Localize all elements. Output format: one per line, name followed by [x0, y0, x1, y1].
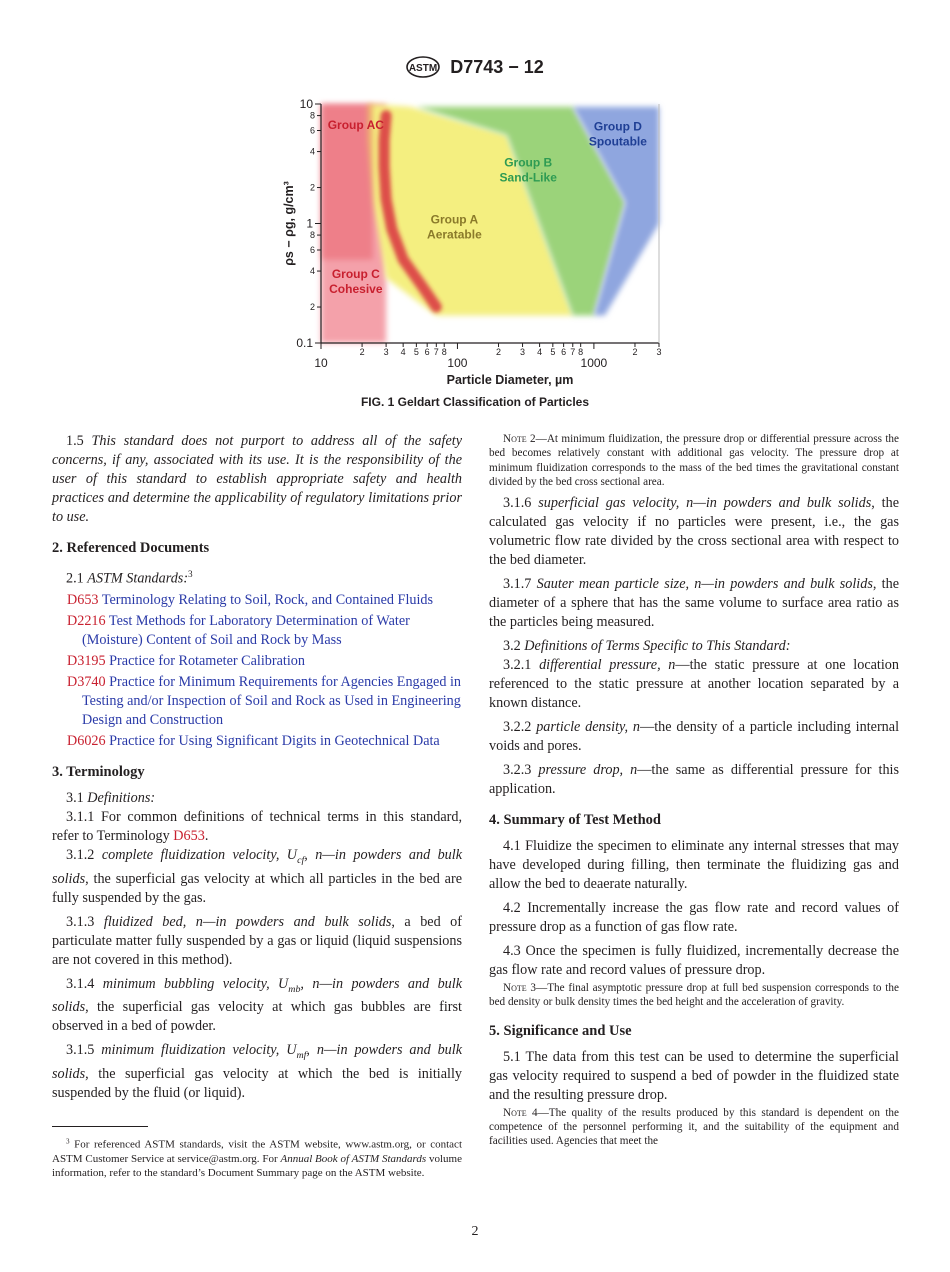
- footnote-3: $^3$ For referenced ASTM standards, visit the ASTM website, www.astm.org, or contact ASTM Customer Service at service@astm.org. For Annual Book of ASTM Standards volume information, refer to the standard’s Document Summary page on the ASTM website.: [52, 1137, 462, 1180]
- reference-item: [52, 732, 462, 751]
- section-3-heading: 3. Terminology: [52, 763, 145, 780]
- ref-link-d653[interactable]: D653: [173, 827, 205, 844]
- x-tick-label: 6: [424, 347, 430, 357]
- region-label-group-b: Sand-Like: [499, 170, 557, 185]
- y-tick-label: 0.1: [296, 336, 313, 350]
- x-tick-label: 10: [314, 356, 328, 370]
- paragraph-4-1: 4.1 Fluidize the specimen to eliminate any internal stresses that may have developed during filling, then terminate the fluidizing gas and allow the bed to deaerate naturally.: [489, 838, 899, 893]
- reference-title-link[interactable]: Practice for Rotameter Calibration: [109, 652, 305, 669]
- geldart-chart: [282, 96, 675, 392]
- reference-code-link[interactable]: D3740: [67, 673, 106, 690]
- paragraph-3-2-2: 3.2.2 particle density, n—the density of a particle including internal voids and pores.: [489, 719, 900, 755]
- reference-title-link[interactable]: Terminology Relating to Soil, Rock, and Contained Fluids: [101, 591, 434, 608]
- paragraph-3-2-3: 3.2.3 pressure drop, n—the same as differential pressure for this application.: [489, 762, 900, 798]
- section-2-heading: 2. Referenced Documents: [52, 540, 210, 556]
- right-column: [489, 432, 899, 1154]
- paragraph-3-2: 3.2 Definitions of Terms Specific to This Standard:: [503, 638, 791, 655]
- paragraph-3-2-1: 3.2.1 differential pressure, n—the static pressure at one location referenced to the static pressure at another location separated by a known distance.: [489, 657, 899, 712]
- region-label-group-a: Aeratable: [427, 227, 482, 242]
- reference-title-link[interactable]: Practice for Minimum Requirements for Agencies Engaged in Testing and/or Inspection of Soil and Rock as Used in Engineering Design and Construction: [82, 673, 462, 728]
- paragraph-4-2: 4.2 Incrementally increase the gas flow rate and record values of pressure drop as a function of gas flow rate.: [489, 900, 899, 936]
- x-tick-label: 7: [433, 347, 439, 357]
- reference-title-link[interactable]: Practice for Using Significant Digits in Geotechnical Data: [109, 732, 440, 749]
- y-tick-label: 8: [309, 230, 315, 241]
- paragraph-3-1-6: 3.1.6 superficial gas velocity, n—in powders and bulk solids, the calculated gas velocity if no particles were present, i.e., the gas volumetric flow rate divided by the cross sectional area with respect to the bed diameter.: [489, 495, 899, 569]
- astm-logo-icon: [406, 56, 440, 78]
- y-tick-label: 6: [309, 125, 315, 136]
- reference-item: [52, 673, 462, 730]
- region-label-group-d: Group D: [593, 119, 642, 134]
- y-tick-label: 8: [309, 110, 315, 121]
- figure-caption: FIG. 1 Geldart Classification of Particles: [360, 395, 590, 409]
- footnote-divider: [52, 1126, 148, 1127]
- y-tick-label: 2: [309, 182, 315, 193]
- paragraph-4-3: 4.3 Once the specimen is fully fluidized, incrementally decrease the gas flow rate and record values of pressure drop.: [489, 943, 899, 979]
- page-header: [0, 56, 950, 78]
- paragraph-3-1-7: 3.1.7 Sauter mean particle size, n—in powders and bulk solids, the diameter of a sphere that has the same volume to surface area ratio as the particles being measured.: [489, 576, 899, 631]
- x-tick-label: 8: [441, 347, 447, 357]
- page-number: 2: [471, 1224, 479, 1239]
- x-tick-label: 5: [550, 347, 556, 357]
- x-tick-label: 2: [496, 347, 502, 357]
- region-label-group-a: Group A: [430, 212, 479, 227]
- reference-code-link[interactable]: D3195: [67, 652, 106, 669]
- section-4-heading: 4. Summary of Test Method: [489, 812, 661, 829]
- reference-title-link[interactable]: Test Methods for Laboratory Determination of Water (Moisture) Content of Soil and Rock by Mass: [82, 612, 410, 648]
- region-label-group-d: Spoutable: [588, 134, 647, 149]
- svg-text:ASTM: ASTM: [409, 63, 438, 74]
- paragraph-3-1-1: 3.1.1 For common definitions of technical terms in this standard, refer to Terminology D653.: [52, 808, 462, 844]
- region-label-group-b: Group B: [504, 155, 553, 170]
- paragraph-3-1-3: 3.1.3 fluidized bed, n—in powders and bulk solids, a bed of particulate matter fully suspended by a gas or liquid (liquid suspensions are not covered in this method).: [52, 913, 462, 968]
- note-3: Note 3—The final asymptotic pressure drop at full bed suspension corresponds to the bed density or bulk density times the bed height and the acceleration of gravity.: [489, 982, 899, 1009]
- region-label-group-c: Group C: [331, 266, 380, 281]
- y-tick-label: 10: [299, 97, 313, 111]
- y-tick-label: 6: [309, 245, 315, 256]
- designation-title: D7743 − 12: [450, 56, 544, 77]
- region-label-group-ac: Group AC: [327, 117, 384, 132]
- reference-item: [52, 591, 462, 610]
- reference-code-link[interactable]: D6026: [67, 732, 106, 749]
- reference-code-link[interactable]: D2216: [67, 612, 106, 629]
- y-tick-label: 4: [309, 266, 315, 277]
- x-tick-label: 1000: [580, 356, 608, 370]
- paragraph-2-1: 2.1 ASTM Standards:$^3$: [66, 569, 193, 587]
- x-tick-label: 3: [656, 347, 662, 357]
- section-5-heading: 5. Significance and Use: [489, 1022, 632, 1039]
- paragraph-3-1: 3.1 Definitions:: [66, 789, 156, 806]
- paragraph-3-1-2: 3.1.2 complete fluidization velocity, $U_{cf}$, n—in powders and bulk solids, the superficial gas velocity at which all particles in the bed are fully suspended by the gas.: [52, 846, 463, 906]
- x-tick-label: 100: [447, 356, 468, 370]
- x-tick-label: 8: [578, 347, 584, 357]
- note-4: Note 4—The quality of the results produced by this standard is dependent on the competence of the personnel performing it, and the suitability of the equipment and facilities used. Agencies that meet the: [489, 1106, 899, 1148]
- x-tick-label: 7: [570, 347, 576, 357]
- x-tick-label: 6: [561, 347, 567, 357]
- left-column: [52, 432, 462, 1108]
- paragraph-3-1-4: 3.1.4 minimum bubbling velocity, $U_{mb}$, n—in powders and bulk solids, the superficial gas velocity at which gas bubbles are first observed in a bed of powder.: [52, 975, 463, 1035]
- x-tick-label: 4: [400, 347, 406, 357]
- x-tick-label: 3: [383, 347, 389, 357]
- x-tick-label: 2: [632, 347, 638, 357]
- x-tick-label: 5: [413, 347, 419, 357]
- paragraph-5-1: 5.1 The data from this test can be used to determine the superficial gas velocity required to suspend a bed of powder in the fluidized state and the resulting pressure drop.: [489, 1048, 899, 1103]
- x-axis-label: Particle Diameter, µm: [446, 373, 574, 387]
- y-tick-label: 1: [306, 216, 313, 231]
- x-tick-label: 3: [520, 347, 526, 357]
- reference-item: [52, 652, 462, 671]
- note-2: Note 2—At minimum fluidization, the pressure drop or differential pressure across the bed becomes relatively constant with additional gas velocity. The pressure drop at minimum fluidization corresponds to the mass of the bed times the gravitational constant divided by the bed cross sectional area.: [489, 433, 899, 488]
- region-label-group-c: Cohesive: [329, 281, 383, 296]
- y-tick-label: 4: [309, 146, 315, 157]
- y-axis-label: ρs − ρg, g/cm³: [282, 181, 296, 266]
- paragraph-3-1-5: 3.1.5 minimum fluidization velocity, $U_{mf}$, n—in powders and bulk solids, the superficial gas velocity at which the bed is initially suspended by the fluid (or liquid).: [52, 1042, 462, 1102]
- paragraph-1-5: 1.5 This standard does not purport to address all of the safety concerns, if any, associated with its use. It is the responsibility of the user of this standard to establish appropriate safety and health practices and determine the applicability of regulatory limitations prior to use.: [52, 433, 462, 525]
- reference-list: [52, 591, 462, 751]
- x-tick-label: 2: [359, 347, 365, 357]
- x-tick-label: 4: [537, 347, 543, 357]
- y-tick-label: 2: [309, 302, 315, 313]
- reference-code-link[interactable]: D653: [67, 591, 99, 608]
- reference-item: [52, 612, 462, 650]
